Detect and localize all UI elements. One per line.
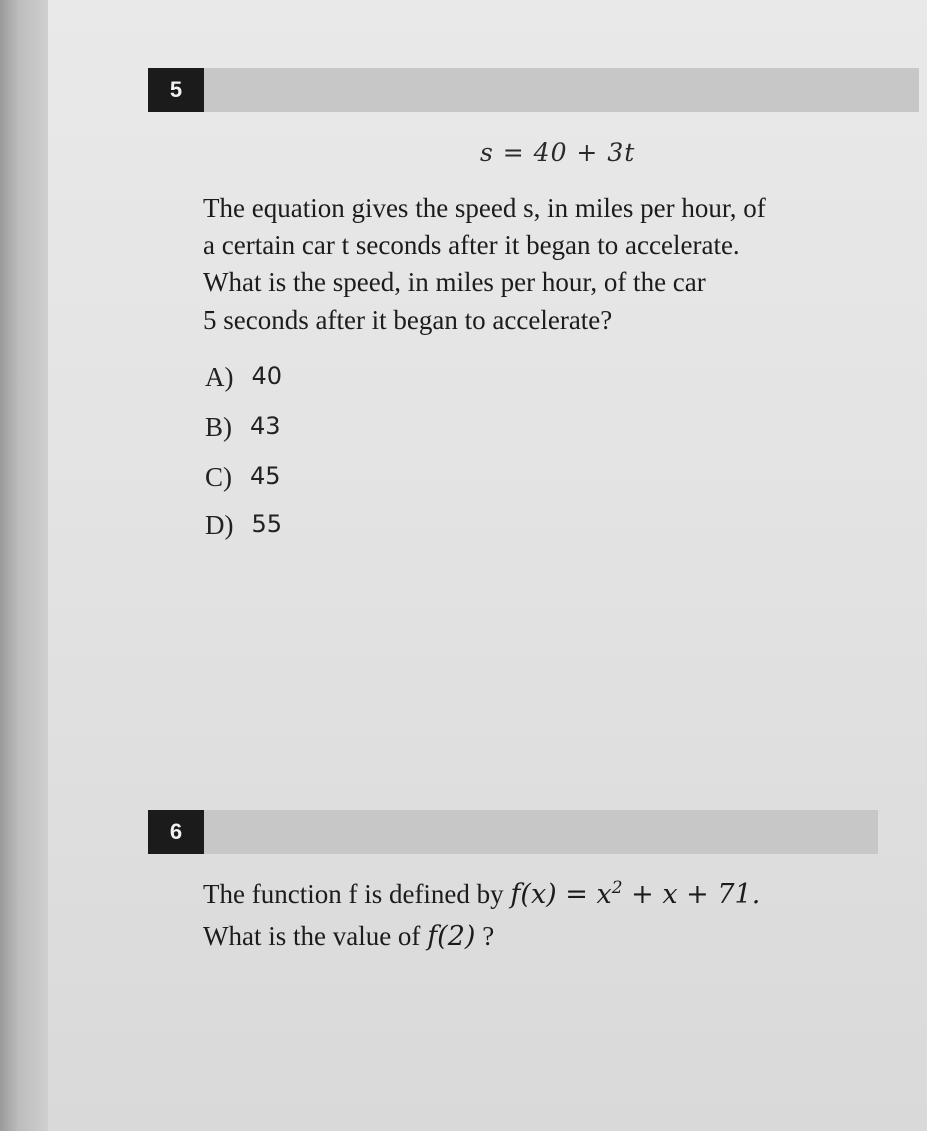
choice-b-value: 43 (250, 412, 281, 440)
choice-b-letter: B) (205, 412, 232, 442)
test-page (48, 0, 927, 1131)
choice-d-value: 55 (251, 510, 283, 538)
question-6-f-of-2: f(2) (427, 921, 476, 952)
question-5-stem-line-4: 5 seconds after it began to accelerate? (203, 305, 613, 335)
question-5-number: 5 (148, 68, 204, 112)
question-6-number: 6 (148, 810, 204, 854)
choice-d[interactable] (205, 510, 282, 541)
question-6-stem-line-2 (203, 918, 494, 955)
choice-a-letter: A) (205, 362, 234, 392)
page-edge-shadow (0, 0, 48, 1131)
choice-c-value: 45 (250, 462, 281, 490)
exponent: 2 (611, 878, 623, 898)
question-6-intro-text: The function f is defined by (203, 879, 504, 909)
function-lhs: f(x) = x (510, 879, 612, 910)
question-5-stem-line-2: a certain car t seconds after it began to accelerate. (203, 230, 740, 260)
choice-a-value: 40 (251, 362, 283, 390)
question-5-stem-line-1: The equation gives the speed s, in miles per hour, of (203, 193, 766, 223)
question-mark: ? (475, 921, 495, 951)
question-6-question-text: What is the value of (203, 921, 421, 951)
choice-b[interactable] (205, 412, 281, 443)
question-5-stem-line-3: What is the speed, in miles per hour, of the car (203, 267, 706, 297)
choice-c-letter: C) (205, 462, 232, 492)
choice-a[interactable] (205, 362, 282, 393)
question-6-stem-line-1 (203, 870, 760, 913)
question-5-equation: s = 40 + 3t (480, 138, 636, 167)
choice-c[interactable] (205, 462, 281, 493)
question-6-function-def (510, 879, 760, 910)
question-6-header-bar (204, 810, 878, 854)
choice-d-letter: D) (205, 510, 234, 540)
function-rhs: + x + 71. (622, 879, 761, 910)
question-5-header-bar (204, 68, 919, 112)
